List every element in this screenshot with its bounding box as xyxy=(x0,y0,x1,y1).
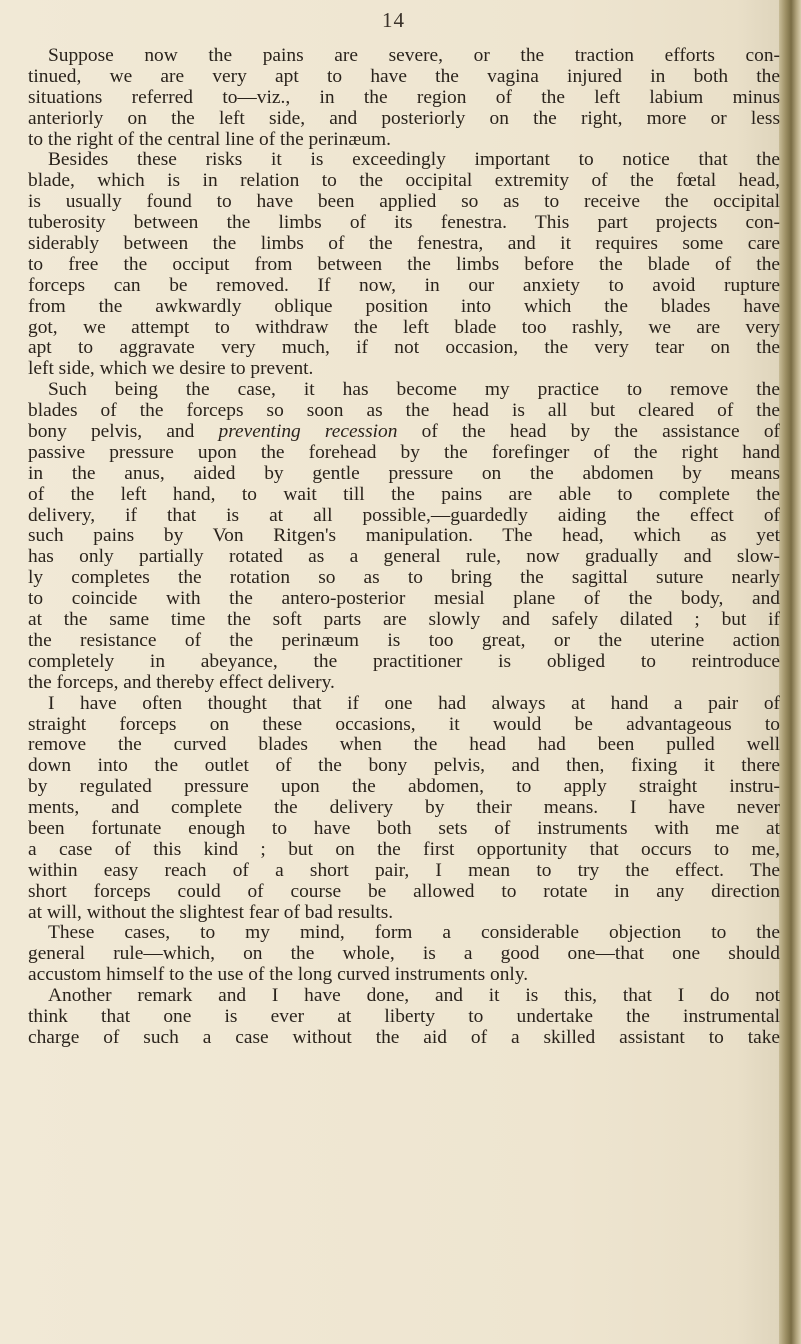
text-line: straight forceps on these occasions, it would be advantageous to xyxy=(28,713,780,735)
text-line: remove the curved blades when the head had been pulled well xyxy=(28,734,780,756)
text-line: down into the outlet of the bony pelvis, and then, fixing it there xyxy=(28,755,780,777)
text-line: to the right of the central line of the perinæum. xyxy=(28,128,391,150)
text-line: apt to aggravate very much, if not occasion, the very tear on the xyxy=(28,337,780,359)
text-run: bony pelvis, and xyxy=(28,421,219,443)
text-line-mixed xyxy=(28,422,780,443)
text-line: within easy reach of a short pair, I mean to try the effect. The xyxy=(28,859,780,881)
italic-phrase: preventing recession xyxy=(218,421,398,443)
text-line: ly completes the rotation so as to bring the sagittal suture nearly xyxy=(28,567,780,589)
text-line: blade, which is in relation to the occipital extremity of the fœtal head, xyxy=(28,170,780,192)
text-line: siderably between the limbs of the fenestra, and it requires some care xyxy=(28,233,780,255)
text-line: tinued, we are very apt to have the vagina injured in both the xyxy=(28,65,780,87)
text-line: delivery, if that is at all possible,—guardedly aiding the effect of xyxy=(28,504,780,526)
text-line: at the same time the soft parts are slowly and safely dilated ; but if xyxy=(28,609,780,631)
text-line: Another remark and I have done, and it is this, that I do not xyxy=(48,985,780,1007)
page-number: 14 xyxy=(382,8,405,32)
text-line: Suppose now the pains are severe, or the traction efforts con- xyxy=(48,45,780,66)
text-line: I have often thought that if one had always at hand a pair of xyxy=(48,692,780,714)
text-line: situations referred to—viz., in the region of the left labium minus xyxy=(28,86,780,108)
text-line: tuberosity between the limbs of its fenestra. This part projects con- xyxy=(28,212,780,234)
text-line: got, we attempt to withdraw the left blade too rashly, we are very xyxy=(28,316,780,338)
text-line: such pains by Von Ritgen's manipulation. The head, which as yet xyxy=(28,525,780,547)
text-line: passive pressure upon the forehead by the forefinger of the right hand xyxy=(28,441,780,463)
text-line: blades of the forceps so soon as the head is all but cleared of the xyxy=(28,400,780,422)
page-binding-edge xyxy=(779,0,801,1344)
text-line: forceps can be removed. If now, in our anxiety to avoid rupture xyxy=(28,274,780,296)
text-run: of the head by the assistance of xyxy=(397,421,780,443)
text-line: ments, and complete the delivery by their means. I have never xyxy=(28,797,780,819)
text-line: the resistance of the perinæum is too great, or the uterine action xyxy=(28,629,780,651)
text-line: in the anus, aided by gentle pressure on the abdomen by means xyxy=(28,462,780,484)
text-line: of the left hand, to wait till the pains are able to complete the xyxy=(28,483,780,505)
text-line: left side, which we desire to prevent. xyxy=(28,358,314,380)
text-line: accustom himself to the use of the long curved instruments only. xyxy=(28,964,529,986)
text-line: short forceps could of course be allowed to rotate in any direction xyxy=(28,880,780,902)
text-line: at will, without the slightest fear of bad results. xyxy=(28,901,394,923)
text-line: to free the occiput from between the limbs before the blade of the xyxy=(28,253,780,275)
text-line: completely in abeyance, the practitioner is obliged to reintroduce xyxy=(28,650,780,672)
text-line: charge of such a case without the aid of a skilled assistant to take xyxy=(28,1026,780,1048)
text-line: is usually found to have been applied so as to receive the occipital xyxy=(28,191,780,213)
text-line: a case of this kind ; but on the first opportunity that occurs to me, xyxy=(28,838,780,860)
text-line: Such being the case, it has become my practice to remove the xyxy=(48,379,780,401)
text-line: Besides these risks it is exceedingly important to notice that the xyxy=(48,149,780,171)
text-line: the forceps, and thereby effect delivery. xyxy=(28,671,335,693)
body-text xyxy=(28,46,780,1049)
text-line: to coincide with the antero-posterior mesial plane of the body, and xyxy=(28,588,780,610)
text-line: has only partially rotated as a general rule, now gradually and slow- xyxy=(28,546,780,568)
text-line: anteriorly on the left side, and posteriorly on the right, more or less xyxy=(28,107,780,129)
text-line: been fortunate enough to have both sets of instruments with me at xyxy=(28,817,780,839)
text-line: from the awkwardly oblique position into which the blades have xyxy=(28,295,780,317)
text-line: general rule—which, on the whole, is a good one—that one should xyxy=(28,943,780,965)
text-line: by regulated pressure upon the abdomen, to apply straight instru- xyxy=(28,776,780,798)
text-line: These cases, to my mind, form a considerable objection to the xyxy=(48,922,780,944)
text-line: think that one is ever at liberty to undertake the instrumental xyxy=(28,1005,780,1027)
